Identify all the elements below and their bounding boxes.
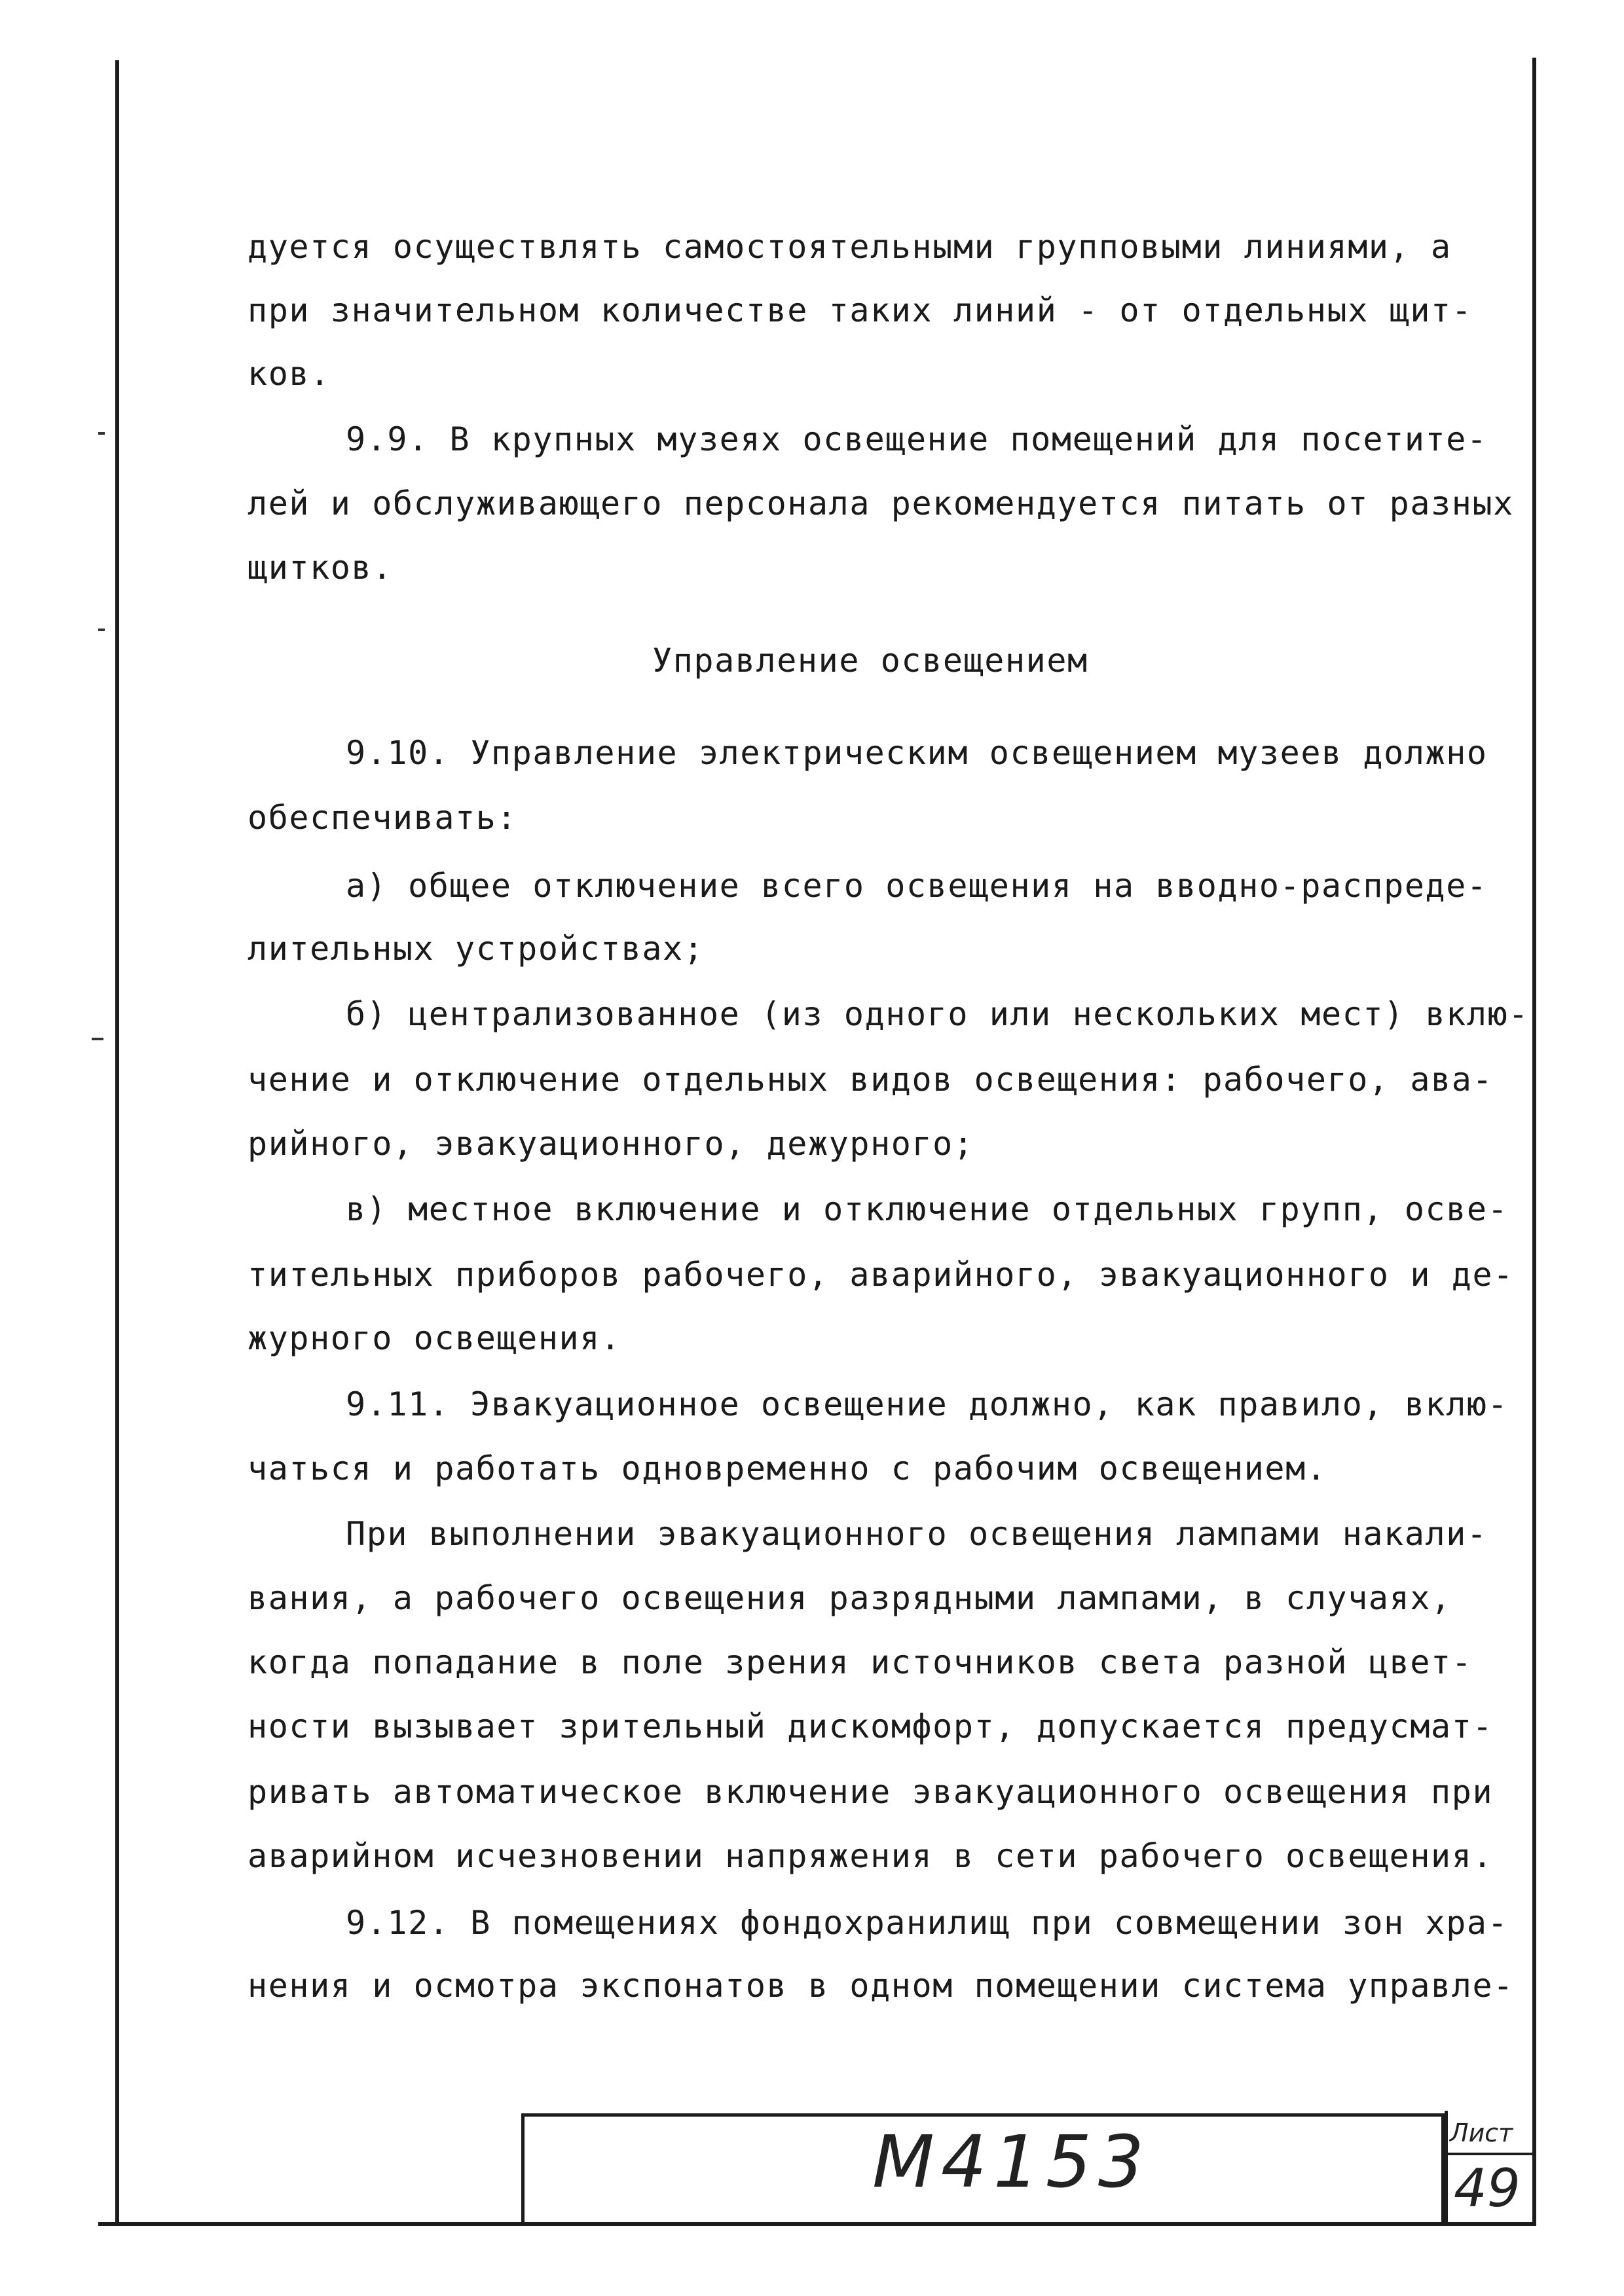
document-code: М4153 xyxy=(872,2120,1151,2204)
frame-left-border xyxy=(115,60,119,2225)
margin-mark xyxy=(92,1038,103,1040)
text-line: ков. xyxy=(248,355,331,393)
text-line: а) общее отключение всего освещения на вводно-распреде- xyxy=(346,867,1488,905)
sheet-label: Лист xyxy=(1450,2119,1513,2147)
text-line: ности вызывает зрительный дискомфорт, допускается предусмат- xyxy=(248,1707,1494,1745)
text-line: обеспечивать: xyxy=(248,799,518,837)
text-line: дуется осуществлять самостоятельными групповыми линиями, а xyxy=(248,228,1452,266)
text-line: 9.9. В крупных музеях освещение помещений для посетите- xyxy=(346,420,1488,458)
margin-mark xyxy=(98,629,105,631)
text-line: вания, а рабочего освещения разрядными лампами, в случаях, xyxy=(248,1579,1452,1617)
text-line: в) местное включение и отключение отдельных групп, осве- xyxy=(346,1190,1509,1228)
text-line: 9.12. В помещениях фондохранилищ при совмещении зон хра- xyxy=(346,1904,1509,1942)
text-line: тительных приборов рабочего, аварийного, эвакуационного и де- xyxy=(248,1256,1514,1294)
text-line: когда попадание в поле зрения источников света разной цвет- xyxy=(248,1643,1473,1681)
text-line: щитков. xyxy=(248,549,393,587)
text-line: лительных устройствах; xyxy=(248,930,705,968)
text-line: журного освещения. xyxy=(248,1319,621,1357)
text-line: лей и обслуживающего персонала рекомендуется питать от разных xyxy=(248,484,1514,522)
sheet-divider xyxy=(1445,2153,1532,2155)
text-line: при значительном количестве таких линий - от отдельных щит- xyxy=(248,291,1473,329)
text-line: чение и отключение отдельных видов освещения: рабочего, ава- xyxy=(248,1061,1494,1099)
text-line: ривать автоматическое включение эвакуационного освещения при xyxy=(248,1773,1494,1811)
margin-mark xyxy=(98,432,105,435)
text-line: аварийном исчезновении напряжения в сети рабочего освещения. xyxy=(248,1837,1494,1875)
text-line: б) централизованное (из одного или нескольких мест) вклю- xyxy=(346,995,1530,1033)
text-line: чаться и работать одновременно с рабочим освещением. xyxy=(248,1449,1327,1487)
text-line: 9.11. Эвакуационное освещение должно, как правило, вклю- xyxy=(346,1385,1509,1423)
frame-bottom-border xyxy=(98,2222,1536,2226)
text-line: нения и осмотра экспонатов в одном помещении система управле- xyxy=(248,1967,1514,2005)
frame-right-border xyxy=(1532,58,1536,2225)
text-line: 9.10. Управление электрическим освещением музеев должно xyxy=(346,734,1488,772)
text-line: При выполнении эвакуационного освещения лампами накали- xyxy=(346,1515,1488,1553)
text-line: рийного, эвакуационного, дежурного; xyxy=(248,1125,974,1163)
sheet-number: 49 xyxy=(1454,2158,1521,2219)
section-heading: Управление освещением xyxy=(652,642,1088,680)
